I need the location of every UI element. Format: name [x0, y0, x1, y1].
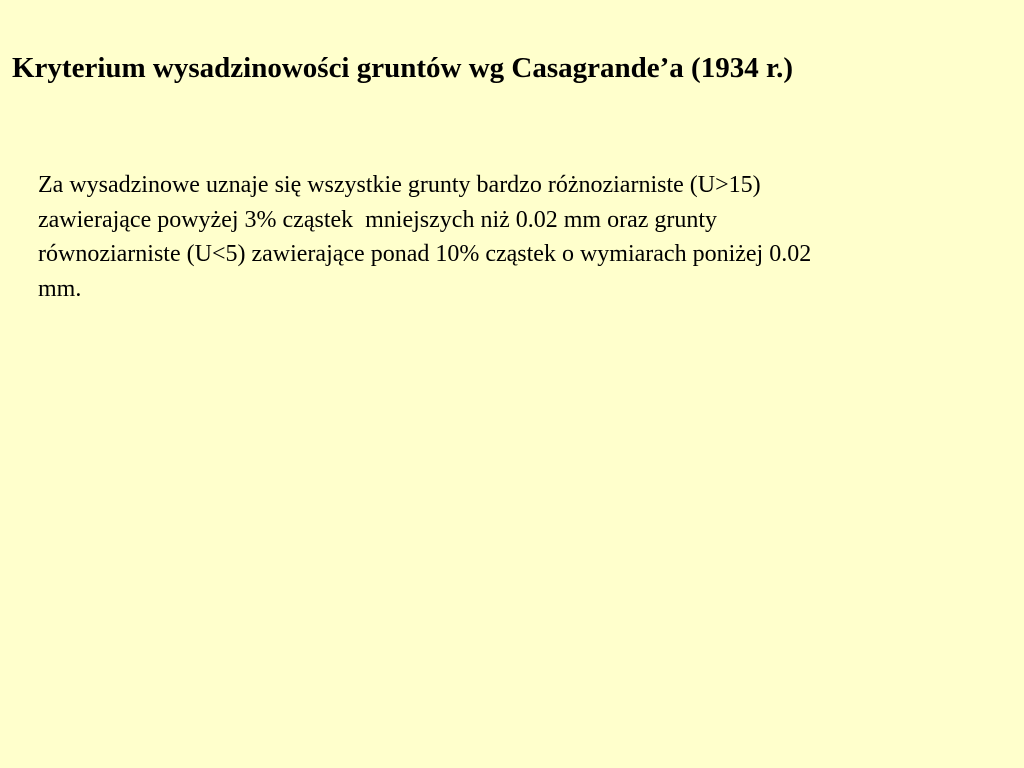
slide-body-paragraph — [38, 168, 978, 306]
slide-title: Kryterium wysadzinowości gruntów wg Casagrande’a (1934 r.) — [12, 52, 794, 84]
body-line-1: Za wysadzinowe uznaje się wszystkie grunty bardzo różnoziarniste (U>15) — [38, 172, 761, 198]
body-line-3: równoziarniste (U<5) zawierające ponad 10% cząstek o wymiarach poniżej 0.02 — [38, 241, 812, 267]
body-line-2: zawierające powyżej 3% cząstek mniejszych niż 0.02 mm oraz grunty — [38, 206, 718, 233]
body-line-4: mm. — [38, 275, 82, 302]
